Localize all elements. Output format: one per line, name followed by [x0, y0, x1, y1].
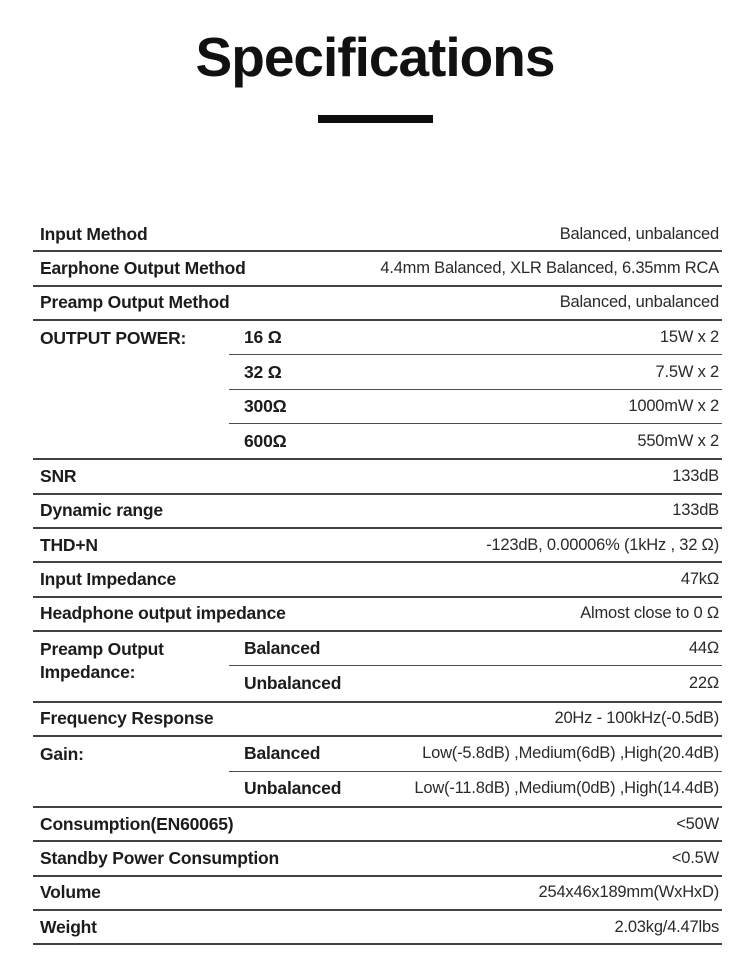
- spec-value: 133dB: [672, 467, 719, 486]
- spec-label: Volume: [40, 882, 101, 903]
- spec-label: Consumption(EN60065): [40, 813, 234, 834]
- spec-sublabel: 32 Ω: [244, 361, 282, 382]
- spec-label: Headphone output impedance: [40, 603, 286, 624]
- spec-sublabel: 300Ω: [244, 395, 287, 416]
- spec-value: Low(-5.8dB) ,Medium(6dB) ,High(20.4dB): [422, 744, 719, 763]
- spec-label: Preamp Output Impedance:: [40, 639, 164, 683]
- spec-row-standby-power-consumption: [33, 842, 722, 876]
- spec-row-snr: [33, 460, 722, 494]
- spec-label: SNR: [40, 466, 77, 487]
- spec-label: Frequency Response: [40, 708, 214, 729]
- title-underline-rule: [318, 115, 433, 123]
- spec-sublabel: Unbalanced: [244, 673, 342, 694]
- spec-value: 47kΩ: [680, 570, 719, 589]
- spec-subrow-gain-unbalanced: [229, 772, 722, 806]
- spec-value: 1000mW x 2: [628, 396, 719, 415]
- spec-row-weight: [33, 911, 722, 945]
- spec-label: OUTPUT POWER:: [40, 328, 187, 349]
- spec-row-earphone-output-method: [33, 252, 722, 286]
- spec-row-input-method: [33, 218, 722, 252]
- spec-subrow-unbalanced: [229, 666, 722, 700]
- spec-value: Balanced, unbalanced: [559, 224, 719, 243]
- spec-value: 254x46x189mm(WxHxD): [538, 883, 719, 902]
- spec-value: 20Hz - 100kHz(-0.5dB): [554, 709, 719, 728]
- spec-table: [33, 218, 722, 945]
- spec-label: Gain:: [40, 744, 84, 765]
- spec-value: 15W x 2: [659, 328, 719, 347]
- spec-subrow-300ohm: [229, 390, 722, 424]
- spec-row-output-power: [33, 321, 722, 460]
- spec-value: <0.5W: [671, 848, 719, 867]
- spec-subrow-gain-balanced: [229, 737, 722, 771]
- spec-label: Dynamic range: [40, 500, 163, 521]
- page-title: Specifications: [195, 26, 555, 88]
- spec-value: -123dB, 0.00006% (1kHz , 32 Ω): [486, 535, 719, 554]
- spec-value: Almost close to 0 Ω: [580, 604, 719, 623]
- spec-sublabel: Balanced: [244, 638, 321, 659]
- spec-row-consumption: [33, 808, 722, 842]
- spec-label: Input Method: [40, 223, 148, 244]
- spec-row-frequency-response: [33, 703, 722, 737]
- spec-label: Preamp Output Method: [40, 292, 230, 313]
- spec-row-dynamic-range: [33, 495, 722, 529]
- spec-row-volume: [33, 877, 722, 911]
- spec-label: Standby Power Consumption: [40, 847, 280, 868]
- spec-row-input-impedance: [33, 563, 722, 597]
- spec-sublabel: 600Ω: [244, 430, 287, 451]
- spec-value: Low(-11.8dB) ,Medium(0dB) ,High(14.4dB): [414, 779, 719, 798]
- spec-value: <50W: [676, 814, 719, 833]
- spec-value: 44Ω: [688, 639, 719, 658]
- spec-label: Input Impedance: [40, 569, 177, 590]
- spec-sublabel: Unbalanced: [244, 778, 342, 799]
- spec-subrow-balanced: [229, 632, 722, 666]
- spec-subrow-32ohm: [229, 355, 722, 389]
- spec-value: 2.03kg/4.47lbs: [614, 917, 719, 936]
- spec-row-preamp-output-method: [33, 287, 722, 321]
- spec-subrows: [229, 737, 722, 806]
- spec-value: 4.4mm Balanced, XLR Balanced, 6.35mm RCA: [380, 259, 719, 278]
- spec-label: THD+N: [40, 534, 98, 555]
- spec-sublabel: Balanced: [244, 743, 321, 764]
- spec-sublabel: 16 Ω: [244, 327, 282, 348]
- spec-subrows: [229, 632, 722, 701]
- spec-value: Balanced, unbalanced: [559, 293, 719, 312]
- spec-value: 7.5W x 2: [655, 362, 719, 381]
- spec-row-preamp-output-impedance: [33, 632, 722, 703]
- spec-subrow-16ohm: [229, 321, 722, 355]
- spec-subrow-600ohm: [229, 424, 722, 458]
- spec-label: Earphone Output Method: [40, 258, 246, 279]
- spec-row-gain: [33, 737, 722, 808]
- spec-value: 550mW x 2: [637, 431, 719, 450]
- spec-value: 22Ω: [688, 674, 719, 693]
- spec-subrows: [229, 321, 722, 458]
- spec-row-headphone-output-impedance: [33, 598, 722, 632]
- spec-label: Weight: [40, 916, 97, 937]
- spec-value: 133dB: [672, 501, 719, 520]
- spec-row-thd-n: [33, 529, 722, 563]
